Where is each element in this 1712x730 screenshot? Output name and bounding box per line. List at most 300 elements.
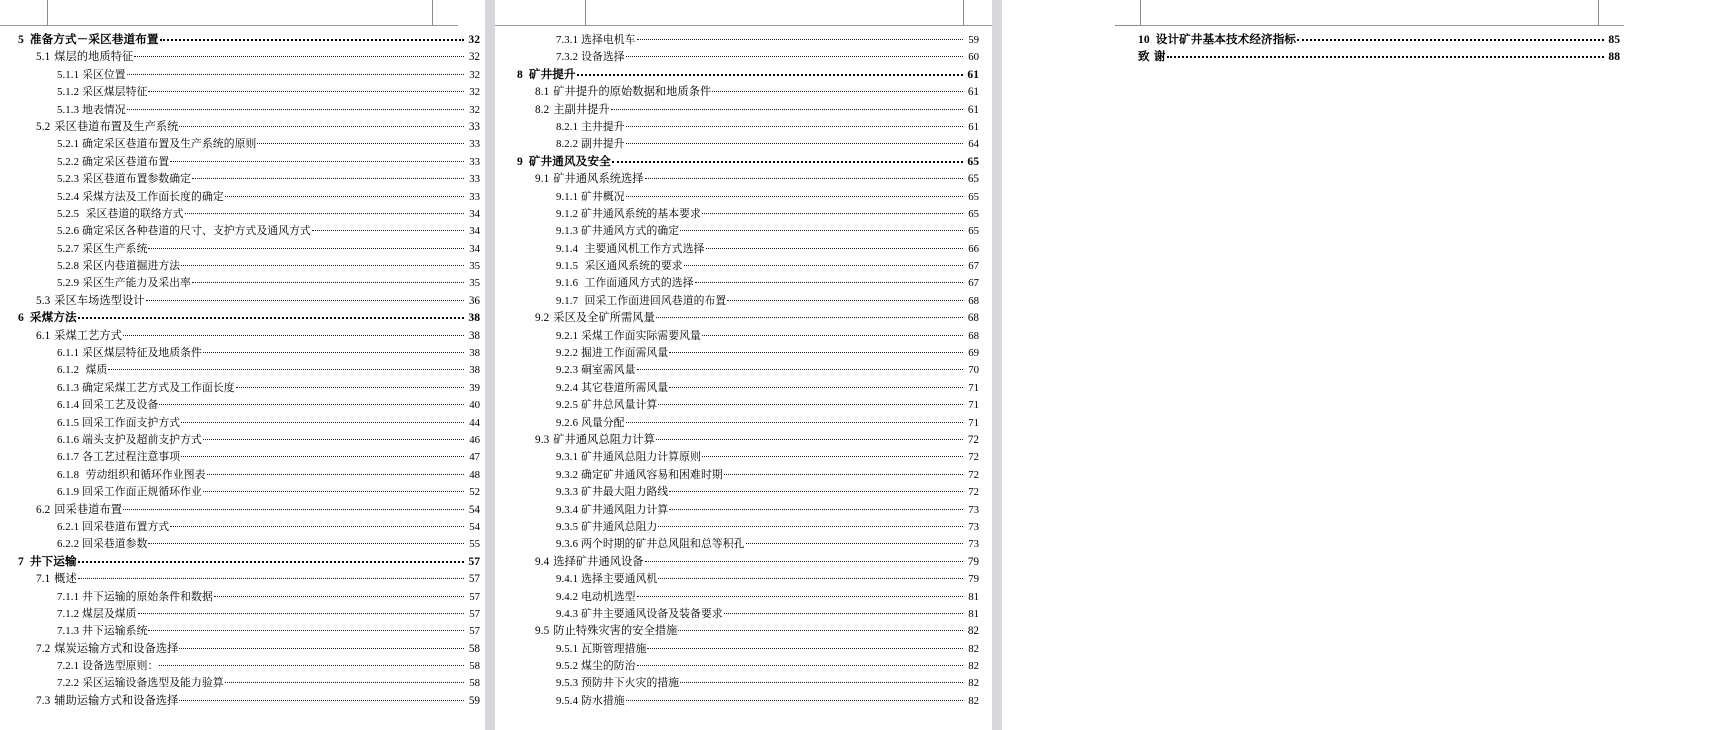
toc-entry[interactable] (10, 169, 480, 186)
toc-leader-dots (203, 430, 464, 443)
toc-leader-dots (127, 65, 464, 78)
toc-entry-title: 采煤工作面实际需要风量 (581, 328, 701, 342)
toc-entry-title: 两个时期的矿井总风阻和总等积孔 (581, 537, 745, 551)
toc-entry-title: 矿井主要通风设备及装备要求 (581, 606, 723, 620)
top-margin-rule (1140, 25, 1624, 26)
toc-leader-dots (626, 187, 963, 200)
toc-entry-number: 6.1.1 (57, 347, 80, 360)
toc-entry[interactable] (509, 413, 979, 430)
toc-entry[interactable] (509, 343, 979, 360)
toc-entry-page-number: 61 (967, 67, 979, 81)
toc-entry-number: 9.1.1 (556, 190, 579, 203)
toc-entry-label (57, 153, 169, 171)
toc-entry-page-number: 68 (968, 329, 979, 342)
toc-entry-page-number: 64 (968, 138, 979, 151)
toc-entry[interactable] (1130, 47, 1620, 64)
toc-list-page-2 (509, 30, 979, 708)
toc-entry[interactable] (509, 673, 979, 690)
toc-entry-title: 采区巷道的联络方式 (82, 206, 184, 220)
toc-entry-number: 7.3.2 (556, 51, 579, 64)
toc-entry[interactable] (509, 604, 979, 621)
toc-entry-page-number: 65 (968, 225, 979, 238)
toc-entry-title: 矿井通风总阻力计算 (553, 432, 655, 446)
toc-entry-number: 9.2.5 (556, 399, 579, 412)
toc-leader-dots (203, 343, 464, 356)
toc-entry[interactable] (10, 239, 480, 256)
toc-entry[interactable] (509, 552, 979, 569)
toc-entry[interactable] (10, 117, 480, 134)
toc-entry-page-number: 70 (968, 364, 979, 377)
toc-entry-number: 6.1.2 (57, 364, 80, 377)
toc-leader-dots (712, 82, 963, 95)
toc-leader-dots (626, 134, 963, 147)
toc-entry-label (556, 518, 657, 536)
toc-entry-title: 采区生产系统 (82, 241, 148, 255)
margin-crop-mark-top-left (22, 0, 48, 26)
toc-entry[interactable] (509, 639, 979, 656)
toc-entry-page-number: 81 (968, 607, 979, 620)
toc-entry[interactable] (10, 639, 480, 656)
toc-entry-number: 9.1 (535, 173, 550, 186)
toc-entry[interactable] (509, 187, 979, 204)
toc-entry-page-number: 35 (469, 277, 480, 290)
toc-entry-number: 6.2.1 (57, 520, 80, 533)
toc-entry[interactable] (509, 100, 979, 117)
toc-leader-dots (146, 291, 464, 304)
toc-entry-title: 设备选择 (581, 50, 625, 64)
toc-entry-page-number: 72 (968, 468, 979, 481)
toc-entry-label (556, 257, 683, 275)
toc-leader-dots (702, 204, 963, 217)
toc-leader-dots (647, 639, 963, 652)
toc-entry[interactable] (509, 534, 979, 551)
toc-entry[interactable] (509, 204, 979, 221)
toc-entry[interactable] (509, 134, 979, 151)
toc-leader-dots (148, 621, 464, 634)
toc-entry-title: 回采巷道参数 (82, 537, 148, 551)
toc-entry[interactable] (10, 569, 480, 586)
toc-leader-dots (108, 360, 464, 373)
toc-entry-label (535, 553, 644, 571)
toc-leader-dots (637, 360, 963, 373)
toc-entry[interactable] (509, 169, 979, 186)
toc-entry-title: 采区内巷道掘进方法 (82, 259, 181, 273)
toc-entry-title: 主副井提升 (553, 102, 610, 116)
toc-entry-label (556, 588, 636, 606)
toc-leader-dots (702, 447, 963, 460)
toc-leader-dots (179, 639, 464, 652)
toc-entry[interactable] (10, 691, 480, 708)
toc-list-page-3 (1130, 30, 1620, 65)
toc-entry-label (36, 570, 77, 588)
toc-entry-label (57, 205, 184, 223)
toc-leader-dots (127, 100, 464, 113)
toc-entry-label (556, 501, 668, 519)
document-page-3 (1002, 0, 1624, 730)
toc-leader-dots (680, 221, 963, 234)
toc-leader-dots (214, 587, 464, 600)
toc-entry-number: 7.1.2 (57, 607, 80, 620)
toc-entry-page-number: 72 (967, 433, 979, 446)
toc-entry-title: 确定采区巷道布置及生产系统的原则 (82, 137, 257, 151)
toc-entry-page-number: 65 (968, 190, 979, 203)
toc-leader-dots (123, 500, 464, 513)
toc-leader-dots (134, 47, 464, 60)
toc-entry-label (36, 48, 133, 66)
toc-entry[interactable] (10, 326, 480, 343)
toc-entry[interactable] (10, 621, 480, 638)
toc-leader-dots (78, 552, 464, 565)
toc-entry-page-number: 34 (469, 207, 480, 220)
toc-entry-label (18, 309, 77, 326)
toc-entry-page-number: 58 (469, 677, 480, 690)
toc-entry-page-number: 82 (968, 660, 979, 673)
toc-entry[interactable] (10, 465, 480, 482)
toc-entry-label (57, 657, 158, 675)
toc-entry-label (517, 153, 611, 170)
top-margin-rule (495, 25, 992, 26)
toc-entry-number: 7.3.1 (556, 34, 579, 46)
toc-leader-dots (678, 621, 963, 634)
toc-entry-page-number: 72 (968, 451, 979, 464)
toc-entry-page-number: 33 (469, 190, 480, 203)
toc-leader-dots (626, 413, 963, 426)
toc-entry-title: 风量分配 (581, 415, 625, 429)
toc-entry[interactable] (509, 691, 979, 708)
toc-entry-page-number: 47 (469, 451, 480, 464)
toc-entry-number: 6.1.6 (57, 433, 80, 446)
toc-entry-title: 煤层及煤质 (82, 606, 137, 620)
toc-entry-page-number: 65 (968, 207, 979, 220)
toc-entry-label (57, 396, 158, 414)
toc-entry[interactable] (509, 273, 979, 290)
toc-leader-dots (123, 326, 464, 339)
toc-entry-label (57, 101, 126, 119)
toc-entry-number: 6.1.3 (57, 381, 80, 394)
toc-entry-title: 端头支护及超前支护方式 (82, 432, 202, 446)
margin-crop-mark-top-left (1115, 0, 1141, 26)
toc-entry-title: 其它巷道所需风量 (581, 380, 669, 394)
toc-entry-page-number: 40 (469, 399, 480, 412)
toc-leader-dots (637, 30, 963, 43)
toc-entry-page-number: 67 (968, 277, 979, 290)
toc-entry[interactable] (509, 117, 979, 134)
toc-entry-title: 准备方式－采区巷道布置 (29, 32, 159, 46)
toc-entry-label (36, 327, 122, 345)
toc-entry[interactable] (509, 482, 979, 499)
toc-entry-number: 8 (517, 67, 523, 81)
toc-leader-dots (78, 308, 464, 321)
toc-leader-dots (669, 500, 963, 513)
toc-entry-title: 硐室需风量 (581, 363, 636, 377)
toc-entry[interactable] (509, 621, 979, 638)
toc-entry[interactable] (509, 447, 979, 464)
toc-entry-title: 采区位置 (82, 67, 126, 81)
toc-entry-page-number: 60 (968, 51, 979, 64)
toc-entry-title: 矿井通风及安全 (528, 153, 611, 168)
toc-entry-label (556, 414, 625, 432)
toc-entry-page-number: 68 (968, 294, 979, 307)
page-gutter-2 (992, 0, 1002, 730)
toc-entry[interactable] (509, 256, 979, 273)
document-page-2 (495, 0, 992, 730)
toc-entry-title: 回采巷道布置 (54, 502, 123, 516)
toc-entry[interactable] (509, 65, 979, 82)
toc-entry[interactable] (10, 395, 480, 412)
toc-entry[interactable] (10, 134, 480, 151)
toc-leader-dots (78, 569, 464, 582)
toc-entry-label (36, 118, 178, 136)
toc-entry-title: 矿井通风总阻力 (581, 519, 658, 533)
toc-entry[interactable] (10, 30, 480, 47)
toc-entry-page-number: 67 (968, 260, 979, 273)
toc-entry-title: 矿井通风方式的确定 (581, 224, 680, 238)
toc-entry[interactable] (10, 430, 480, 447)
toc-entry-label (57, 66, 126, 84)
toc-leader-dots (181, 256, 464, 269)
toc-entry-page-number: 52 (469, 486, 480, 499)
toc-entry[interactable] (10, 552, 480, 569)
toc-entry[interactable] (509, 326, 979, 343)
toc-leader-dots (746, 534, 963, 547)
toc-entry-page-number: 68 (967, 312, 979, 325)
toc-entry-number: 6.1.5 (57, 416, 80, 429)
toc-entry-number: 8.2.2 (556, 138, 579, 151)
toc-entry-page-number: 82 (968, 694, 979, 707)
toc-entry-number: 5.2.1 (57, 138, 80, 151)
toc-entry-title: 采区巷道布置及生产系统 (54, 119, 179, 133)
toc-entry[interactable] (10, 360, 480, 377)
toc-entry-number: 8.1 (535, 86, 550, 99)
toc-entry-title: 采区及全矿所需风量 (553, 311, 655, 325)
toc-entry-title: 确定采区各种巷道的尺寸、支护方式及通风方式 (82, 224, 311, 238)
toc-leader-dots (225, 187, 464, 200)
toc-entry[interactable] (10, 47, 480, 64)
toc-entry[interactable] (10, 187, 480, 204)
toc-entry[interactable] (10, 65, 480, 82)
toc-entry-title: 采煤方法及工作面长度的确定 (82, 189, 224, 203)
toc-entry-page-number: 32 (469, 103, 480, 116)
toc-entry-label (36, 501, 122, 519)
toc-entry[interactable] (509, 569, 979, 586)
toc-entry-label (535, 431, 655, 449)
toc-leader-dots (170, 152, 464, 165)
toc-entry[interactable] (10, 500, 480, 517)
toc-entry-number: 9.4.3 (556, 607, 579, 620)
toc-entry-number: 6 (18, 311, 24, 325)
toc-entry[interactable] (10, 291, 480, 308)
toc-entry[interactable] (509, 47, 979, 64)
toc-entry-title: 煤质 (82, 363, 108, 377)
toc-entry-number: 9.1.6 (556, 277, 579, 290)
toc-entry-number: 8.2.1 (556, 120, 579, 133)
toc-entry[interactable] (10, 221, 480, 238)
toc-leader-dots (658, 395, 963, 408)
toc-entry[interactable] (10, 378, 480, 395)
toc-entry[interactable] (10, 82, 480, 99)
toc-entry-number: 7.1.1 (57, 590, 80, 603)
toc-entry-label (556, 640, 646, 658)
toc-entry[interactable] (509, 360, 979, 377)
toc-entry[interactable] (509, 152, 979, 169)
toc-entry-page-number: 59 (968, 34, 979, 46)
toc-entry[interactable] (10, 256, 480, 273)
toc-entry[interactable] (10, 343, 480, 360)
toc-entry-number: 7.1.3 (57, 625, 80, 638)
toc-entry[interactable] (10, 447, 480, 464)
toc-entry[interactable] (509, 587, 979, 604)
toc-entry[interactable] (509, 395, 979, 412)
toc-leader-dots (257, 134, 464, 147)
toc-leader-dots (236, 378, 464, 391)
toc-entry-number: 6.1.9 (57, 486, 80, 499)
toc-entry-label (57, 170, 191, 188)
toc-entry-number: 7 (18, 554, 24, 568)
toc-entry-title: 防水措施 (581, 693, 625, 707)
toc-entry[interactable] (509, 82, 979, 99)
toc-entry-page-number: 38 (468, 311, 480, 325)
toc-leader-dots (612, 152, 963, 165)
toc-entry-number: 9.3.5 (556, 520, 579, 533)
toc-entry-title: 瓦斯管理措施 (581, 641, 647, 655)
toc-entry-label (57, 240, 147, 258)
toc-entry-label (556, 483, 668, 501)
toc-entry-page-number: 57 (468, 573, 480, 586)
toc-leader-dots (626, 117, 963, 130)
toc-entry-number: 5.2.4 (57, 190, 80, 203)
toc-entry[interactable] (10, 587, 480, 604)
toc-entry-page-number: 73 (968, 520, 979, 533)
toc-entry-page-number: 32 (468, 33, 480, 46)
toc-entry-title: 井下运输的原始条件和数据 (82, 589, 213, 603)
toc-entry-label (36, 640, 178, 658)
toc-leader-dots (656, 430, 963, 443)
toc-entry-page-number: 61 (967, 86, 979, 99)
toc-leader-dots (669, 343, 963, 356)
toc-entry[interactable] (1130, 30, 1620, 47)
toc-entry-page-number: 44 (469, 416, 480, 429)
toc-leader-dots (148, 534, 464, 547)
toc-leader-dots (577, 65, 963, 78)
toc-entry-page-number: 46 (469, 433, 480, 446)
toc-leader-dots (626, 691, 963, 704)
toc-leader-dots (724, 604, 963, 617)
toc-entry-number: 9.2.6 (556, 416, 579, 429)
toc-leader-dots (181, 447, 464, 460)
toc-leader-dots (695, 273, 963, 286)
toc-entry[interactable] (10, 604, 480, 621)
toc-entry-page-number: 73 (968, 538, 979, 551)
toc-entry[interactable] (509, 430, 979, 447)
toc-entry-label (57, 414, 180, 432)
top-margin-rule (0, 25, 458, 26)
toc-entry[interactable] (509, 291, 979, 308)
toc-entry-number: 9.4.2 (556, 590, 579, 603)
toc-entry-title: 矿井提升 (528, 66, 576, 81)
toc-leader-dots (645, 552, 963, 565)
margin-crop-mark-top-right (432, 0, 458, 26)
toc-entry-title: 采区生产能力及采出率 (82, 276, 192, 290)
toc-entry-title: 预防井下火灾的措施 (581, 676, 680, 690)
toc-entry-title: 矿井总风量计算 (581, 398, 658, 412)
toc-entry-title: 电动机选型 (581, 589, 636, 603)
toc-entry-number: 6.1.7 (57, 451, 80, 464)
toc-entry-label (517, 66, 576, 83)
toc-entry[interactable] (10, 673, 480, 690)
toc-entry[interactable] (10, 482, 480, 499)
toc-entry-page-number: 72 (968, 486, 979, 499)
toc-entry-page-number: 32 (469, 86, 480, 99)
toc-entry-label (556, 31, 636, 49)
toc-entry-page-number: 65 (967, 154, 979, 168)
toc-entry-number: 5.1 (36, 51, 51, 64)
page-gutter-1 (485, 0, 495, 730)
toc-entry[interactable] (509, 308, 979, 325)
toc-entry-number: 6.2 (36, 503, 51, 516)
toc-entry-title: 采区煤层特征及地质条件 (82, 346, 202, 360)
toc-entry-number: 5.2.7 (57, 242, 80, 255)
toc-entry-number: 9.5.4 (556, 694, 579, 707)
toc-entry[interactable] (10, 413, 480, 430)
toc-list-page-1 (10, 30, 480, 708)
toc-entry[interactable] (10, 308, 480, 325)
toc-entry[interactable] (509, 517, 979, 534)
toc-entry-title: 采煤方法 (29, 310, 77, 325)
toc-entry[interactable] (10, 534, 480, 551)
toc-entry[interactable] (509, 378, 979, 395)
toc-leader-dots (645, 169, 963, 182)
toc-entry-label (556, 448, 701, 466)
toc-entry-title: 矿井通风阻力计算 (581, 502, 669, 516)
toc-entry-number: 9.5.1 (556, 642, 579, 655)
toc-entry-page-number: 71 (968, 399, 979, 412)
toc-entry-number: 9.2.1 (556, 329, 579, 342)
toc-entry-page-number: 38 (469, 364, 480, 377)
toc-leader-dots (181, 413, 464, 426)
toc-entry-label (57, 361, 107, 379)
toc-entry-title: 各工艺过程注意事项 (82, 450, 181, 464)
toc-entry-title: 回采工作面进回风巷道的布置 (581, 293, 727, 307)
toc-entry[interactable] (509, 465, 979, 482)
toc-entry-number: 10 (1138, 33, 1150, 46)
toc-entry[interactable] (509, 500, 979, 517)
toc-entry[interactable] (10, 152, 480, 169)
toc-entry-number: 9.1.2 (556, 207, 579, 220)
toc-entry-number: 8.2 (535, 103, 550, 116)
toc-entry-page-number: 66 (968, 242, 979, 255)
toc-entry-number: 5.2.5 (57, 207, 80, 220)
toc-entry[interactable] (10, 273, 480, 290)
toc-entry[interactable] (10, 656, 480, 673)
toc-entry[interactable] (509, 30, 979, 47)
toc-entry[interactable] (10, 204, 480, 221)
toc-entry[interactable] (509, 239, 979, 256)
toc-entry-label (556, 379, 668, 397)
toc-entry-label (57, 448, 180, 466)
toc-entry[interactable] (10, 100, 480, 117)
toc-entry-label (556, 692, 625, 710)
toc-entry-label (535, 309, 655, 327)
toc-entry[interactable] (509, 221, 979, 238)
toc-entry-title: 回采工艺及设备 (82, 398, 159, 412)
toc-leader-dots (724, 465, 963, 478)
toc-entry-page-number: 82 (968, 642, 979, 655)
toc-entry-number: 5.2 (36, 120, 51, 133)
toc-entry[interactable] (509, 656, 979, 673)
toc-entry[interactable] (10, 517, 480, 534)
toc-entry-number: 7.2.1 (57, 660, 80, 673)
toc-entry-number: 7.3 (36, 694, 51, 707)
